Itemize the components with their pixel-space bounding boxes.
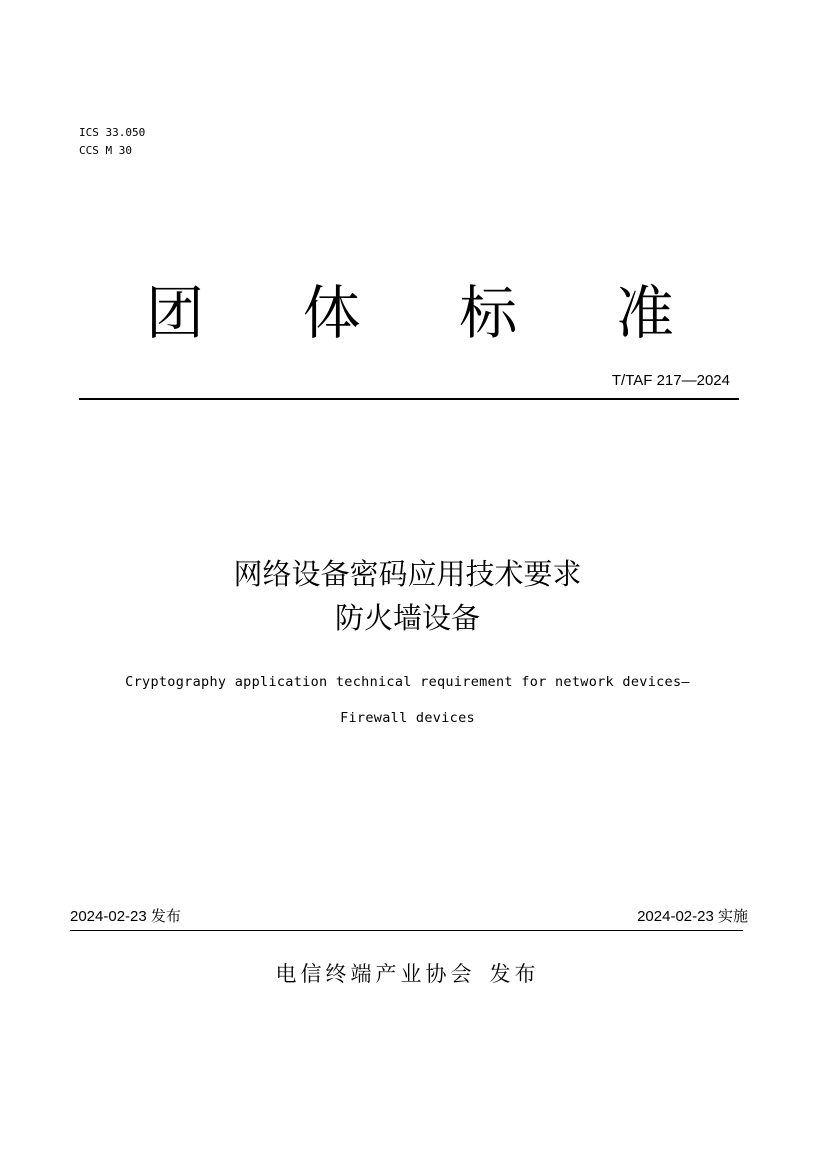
ccs-code: CCS M 30 bbox=[79, 144, 132, 157]
english-title bbox=[0, 664, 815, 736]
chinese-title bbox=[0, 552, 815, 640]
chinese-title-line2: 防火墙设备 bbox=[334, 601, 480, 635]
chinese-title-line1: 网络设备密码应用技术要求 bbox=[233, 557, 582, 591]
standard-type-char: 体 bbox=[302, 279, 361, 347]
standard-type-char: 准 bbox=[615, 279, 674, 347]
english-title-line1: Cryptography application technical requirement for network devices— bbox=[125, 674, 690, 690]
implementation-date: 2024-02-23 实施 bbox=[637, 908, 748, 925]
english-title-line2: Firewall devices bbox=[340, 710, 475, 726]
standard-type-char: 团 bbox=[145, 279, 204, 347]
standard-number: T/TAF 217—2024 bbox=[611, 372, 730, 389]
ics-code: ICS 33.050 bbox=[79, 126, 146, 139]
footer-divider bbox=[70, 930, 743, 931]
header-divider bbox=[79, 398, 739, 400]
standard-type-heading bbox=[130, 268, 690, 358]
issue-date: 2024-02-23 发布 bbox=[70, 908, 181, 925]
standard-type-char: 标 bbox=[459, 279, 518, 347]
publisher-line bbox=[0, 958, 815, 988]
publisher-name: 电信终端产业协会 bbox=[275, 962, 476, 986]
classification-codes bbox=[79, 124, 145, 160]
publisher-action: 发布 bbox=[489, 962, 540, 986]
